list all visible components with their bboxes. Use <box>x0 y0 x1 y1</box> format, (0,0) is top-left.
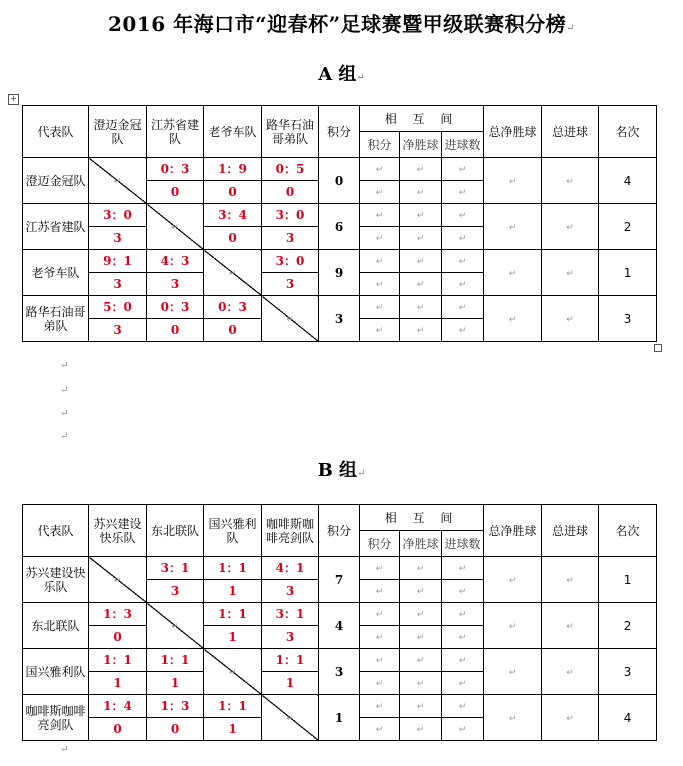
team-name: 苏兴建设快乐队 <box>23 557 89 603</box>
mutual-cell <box>360 603 400 626</box>
total-goals-cell <box>542 296 599 342</box>
cell-mark: ↵ <box>416 165 425 175</box>
cell-mark: ↵ <box>566 713 574 724</box>
team-rank: 4 <box>599 695 657 741</box>
match-points: 3 <box>262 626 319 649</box>
header-total-goals: 总进球 <box>542 106 599 158</box>
cell-mark: ↵ <box>375 587 384 597</box>
mutual-cell <box>400 626 442 649</box>
mutual-cell <box>360 227 400 250</box>
cell-mark: ↵ <box>458 702 467 712</box>
cell-mark: ↵ <box>375 633 384 643</box>
match-points: 3 <box>89 273 147 296</box>
mutual-cell <box>360 672 400 695</box>
mutual-cell <box>442 158 484 181</box>
cell-mark: ↵ <box>375 725 384 735</box>
cell-mark: ↵ <box>458 188 467 198</box>
cell-mark: ↵ <box>375 610 384 620</box>
mutual-cell <box>442 649 484 672</box>
match-points: 0 <box>147 319 204 342</box>
mutual-cell <box>442 227 484 250</box>
match-score: 3：1 <box>262 603 319 626</box>
match-score: 1：3 <box>147 695 204 718</box>
net-goals-cell <box>484 158 542 204</box>
mutual-cell <box>360 718 400 741</box>
cell-mark: ↵ <box>458 725 467 735</box>
team-rank: 2 <box>599 204 657 250</box>
net-goals-cell <box>484 649 542 695</box>
mutual-cell <box>360 181 400 204</box>
header-opponent: 东北联队 <box>147 505 204 557</box>
table-row <box>23 557 657 580</box>
match-score: 3：0 <box>262 204 319 227</box>
mutual-cell <box>400 204 442 227</box>
header-mutual-net: 净胜球 <box>400 132 442 158</box>
match-score: 1：9 <box>204 158 262 181</box>
team-name: 国兴雅利队 <box>23 649 89 695</box>
group-a-title: A 组↵ <box>318 64 365 85</box>
header-net-goals: 总净胜球 <box>484 106 542 158</box>
cell-mark: ↵ <box>458 165 467 175</box>
header-points: 积分 <box>319 505 360 557</box>
mutual-cell <box>442 580 484 603</box>
header-opponent: 老爷车队 <box>204 106 262 158</box>
match-points: 0 <box>262 181 319 204</box>
match-score: 1：1 <box>147 649 204 672</box>
header-opponent: 路华石油哥弟队 <box>262 106 319 158</box>
header-mutual-points: 积分 <box>360 132 400 158</box>
team-points: 7 <box>319 557 360 603</box>
total-goals-cell <box>542 603 599 649</box>
match-points: 3 <box>262 273 319 296</box>
cell-mark: ↵ <box>566 575 574 586</box>
mutual-cell <box>442 695 484 718</box>
match-points: 1 <box>262 672 319 695</box>
mutual-cell <box>442 181 484 204</box>
header-opponent: 江苏省建队 <box>147 106 204 158</box>
mutual-cell <box>400 672 442 695</box>
match-score: 5：0 <box>89 296 147 319</box>
cell-mark: ↵ <box>566 176 574 187</box>
cell-mark: ↵ <box>566 268 574 279</box>
cell-mark: ↵ <box>171 222 179 233</box>
table-row <box>23 204 657 227</box>
table-row <box>23 649 657 672</box>
diagonal-cell <box>147 603 204 649</box>
mutual-cell <box>400 718 442 741</box>
diagonal-cell <box>89 158 147 204</box>
cell-mark: ↵ <box>566 314 574 325</box>
team-points: 3 <box>319 296 360 342</box>
mutual-cell <box>442 204 484 227</box>
total-goals-cell <box>542 557 599 603</box>
cell-mark: ↵ <box>375 234 384 244</box>
team-name: 东北联队 <box>23 603 89 649</box>
match-score: 9：1 <box>89 250 147 273</box>
mutual-cell <box>360 580 400 603</box>
team-name: 澄迈金冠队 <box>23 158 89 204</box>
team-name: 江苏省建队 <box>23 204 89 250</box>
team-name: 咖啡斯咖啡亮剑队 <box>23 695 89 741</box>
team-rank: 1 <box>599 250 657 296</box>
header-mutual: 相 互 间 <box>360 505 484 531</box>
cell-mark: ↵ <box>416 633 425 643</box>
cell-mark: ↵ <box>416 587 425 597</box>
mutual-cell <box>360 557 400 580</box>
mutual-cell <box>360 296 400 319</box>
header-mutual: 相 互 间 <box>360 106 484 132</box>
header-rank: 名次 <box>599 505 657 557</box>
match-score: 1：1 <box>89 649 147 672</box>
team-points: 9 <box>319 250 360 296</box>
cell-mark: ↵ <box>375 702 384 712</box>
cell-mark: ↵ <box>375 564 384 574</box>
team-rank: 3 <box>599 296 657 342</box>
header-opponent: 国兴雅利队 <box>204 505 262 557</box>
total-goals-cell <box>542 204 599 250</box>
cell-mark: ↵ <box>458 610 467 620</box>
match-points: 3 <box>262 227 319 250</box>
match-score: 0：3 <box>204 296 262 319</box>
cell-mark: ↵ <box>458 679 467 689</box>
mutual-cell <box>360 319 400 342</box>
cell-mark: ↵ <box>458 326 467 336</box>
match-score: 1：3 <box>89 603 147 626</box>
net-goals-cell <box>484 250 542 296</box>
mutual-cell <box>400 580 442 603</box>
diagonal-cell <box>147 204 204 250</box>
cell-mark: ↵ <box>375 257 384 267</box>
cell-mark: ↵ <box>508 667 517 678</box>
cell-mark: ↵ <box>566 667 574 678</box>
match-points: 1 <box>147 672 204 695</box>
cell-mark: ↵ <box>508 314 517 325</box>
cell-mark: ↵ <box>113 575 122 586</box>
net-goals-cell <box>484 204 542 250</box>
cell-mark: ↵ <box>416 679 425 689</box>
total-goals-cell <box>542 250 599 296</box>
mutual-cell <box>360 204 400 227</box>
mutual-cell <box>442 319 484 342</box>
mutual-cell <box>360 649 400 672</box>
team-name: 老爷车队 <box>23 250 89 296</box>
header-net-goals: 总净胜球 <box>484 505 542 557</box>
mutual-cell <box>400 603 442 626</box>
match-score: 1：1 <box>204 557 262 580</box>
match-points: 0 <box>204 181 262 204</box>
cell-mark: ↵ <box>375 188 384 198</box>
cell-mark: ↵ <box>375 679 384 689</box>
mutual-cell <box>442 273 484 296</box>
mutual-cell <box>442 626 484 649</box>
table-row <box>23 250 657 273</box>
cell-mark: ↵ <box>286 713 294 724</box>
diagonal-cell <box>262 296 319 342</box>
mutual-cell <box>400 296 442 319</box>
cell-mark: ↵ <box>228 667 237 678</box>
cell-mark: ↵ <box>458 656 467 666</box>
net-goals-cell <box>484 603 542 649</box>
mutual-cell <box>400 158 442 181</box>
empty-paragraph-mark: ↵ <box>60 744 69 755</box>
header-opponent: 澄迈金冠队 <box>89 106 147 158</box>
match-points: 3 <box>89 227 147 250</box>
group-b-table <box>22 504 657 741</box>
empty-paragraph-mark: ↵ <box>60 431 69 442</box>
cell-mark: ↵ <box>416 280 425 290</box>
cell-mark: ↵ <box>416 610 425 620</box>
mutual-cell <box>442 718 484 741</box>
cell-mark: ↵ <box>508 176 517 187</box>
mutual-cell <box>400 227 442 250</box>
cell-mark: ↵ <box>416 303 425 313</box>
empty-paragraph-mark: ↵ <box>60 408 69 419</box>
mutual-cell <box>442 603 484 626</box>
team-rank: 1 <box>599 557 657 603</box>
match-points: 1 <box>204 580 262 603</box>
header-mutual-goals: 进球数 <box>442 132 484 158</box>
cell-mark: ↵ <box>416 234 425 244</box>
diagonal-cell <box>89 557 147 603</box>
group-a-table <box>22 105 657 342</box>
mutual-cell <box>400 273 442 296</box>
cell-mark: ↵ <box>375 656 384 666</box>
cell-mark: ↵ <box>458 564 467 574</box>
mutual-cell <box>400 181 442 204</box>
diagonal-cell <box>204 250 262 296</box>
total-goals-cell <box>542 649 599 695</box>
match-points: 3 <box>147 580 204 603</box>
cell-mark: ↵ <box>458 211 467 221</box>
cell-mark: ↵ <box>508 713 517 724</box>
match-points: 3 <box>262 580 319 603</box>
cell-mark: ↵ <box>416 725 425 735</box>
mutual-cell <box>360 626 400 649</box>
cell-mark: ↵ <box>458 257 467 267</box>
cell-mark: ↵ <box>171 621 179 632</box>
table-row <box>23 296 657 319</box>
match-score: 3：4 <box>204 204 262 227</box>
table-move-handle-icon[interactable]: + <box>8 94 19 105</box>
table-row <box>23 603 657 626</box>
header-opponent: 苏兴建设快乐队 <box>89 505 147 557</box>
header-mutual-net: 净胜球 <box>400 531 442 557</box>
match-score: 1：1 <box>262 649 319 672</box>
match-points: 1 <box>89 672 147 695</box>
cell-mark: ↵ <box>375 211 384 221</box>
match-score: 4：3 <box>147 250 204 273</box>
group-b-title: B 组↵ <box>317 460 366 481</box>
cell-mark: ↵ <box>458 587 467 597</box>
cell-mark: ↵ <box>375 303 384 313</box>
cell-mark: ↵ <box>416 257 425 267</box>
cell-mark: ↵ <box>458 280 467 290</box>
match-points: 0 <box>204 227 262 250</box>
header-points: 积分 <box>319 106 360 158</box>
match-score: 3：0 <box>89 204 147 227</box>
cell-mark: ↵ <box>458 303 467 313</box>
empty-paragraph-mark: ↵ <box>60 385 69 396</box>
mutual-cell <box>442 296 484 319</box>
match-score: 1：4 <box>89 695 147 718</box>
cell-mark: ↵ <box>508 222 517 233</box>
net-goals-cell <box>484 557 542 603</box>
header-row <box>23 106 657 132</box>
table-resize-handle-icon[interactable] <box>654 344 662 352</box>
page-title: 2016 年海口市“迎春杯”足球赛暨甲级联赛积分榜↵ <box>107 12 576 36</box>
team-points: 4 <box>319 603 360 649</box>
mutual-cell <box>360 695 400 718</box>
mutual-cell <box>400 319 442 342</box>
diagonal-cell <box>204 649 262 695</box>
header-team: 代表队 <box>23 505 89 557</box>
header-mutual-goals: 进球数 <box>442 531 484 557</box>
cell-mark: ↵ <box>508 268 517 279</box>
mutual-cell <box>442 672 484 695</box>
mutual-cell <box>442 250 484 273</box>
team-points: 3 <box>319 649 360 695</box>
mutual-cell <box>360 273 400 296</box>
cell-mark: ↵ <box>416 656 425 666</box>
cell-mark: ↵ <box>375 280 384 290</box>
cell-mark: ↵ <box>416 188 425 198</box>
cell-mark: ↵ <box>286 314 294 325</box>
header-rank: 名次 <box>599 106 657 158</box>
header-mutual-points: 积分 <box>360 531 400 557</box>
cell-mark: ↵ <box>228 268 237 279</box>
match-points: 0 <box>204 319 262 342</box>
mutual-cell <box>442 557 484 580</box>
match-score: 0：5 <box>262 158 319 181</box>
cell-mark: ↵ <box>458 633 467 643</box>
team-points: 6 <box>319 204 360 250</box>
cell-mark: ↵ <box>416 211 425 221</box>
cell-mark: ↵ <box>375 326 384 336</box>
cell-mark: ↵ <box>416 564 425 574</box>
match-score: 4：1 <box>262 557 319 580</box>
mutual-cell <box>400 557 442 580</box>
match-points: 3 <box>89 319 147 342</box>
empty-paragraph-mark: ↵ <box>60 360 69 371</box>
cell-mark: ↵ <box>375 165 384 175</box>
team-rank: 3 <box>599 649 657 695</box>
match-points: 3 <box>147 273 204 296</box>
cell-mark: ↵ <box>508 575 517 586</box>
match-points: 0 <box>89 718 147 741</box>
header-row <box>23 505 657 531</box>
diagonal-cell <box>262 695 319 741</box>
header-opponent: 咖啡斯咖啡亮剑队 <box>262 505 319 557</box>
team-name: 路华石油哥弟队 <box>23 296 89 342</box>
total-goals-cell <box>542 695 599 741</box>
mutual-cell <box>360 250 400 273</box>
total-goals-cell <box>542 158 599 204</box>
cell-mark: ↵ <box>458 234 467 244</box>
mutual-cell <box>360 158 400 181</box>
match-points: 0 <box>147 181 204 204</box>
table-row <box>23 695 657 718</box>
mutual-cell <box>400 695 442 718</box>
team-rank: 4 <box>599 158 657 204</box>
team-points: 0 <box>319 158 360 204</box>
match-points: 0 <box>147 718 204 741</box>
cell-mark: ↵ <box>416 702 425 712</box>
match-score: 1：1 <box>204 695 262 718</box>
match-score: 0：3 <box>147 296 204 319</box>
net-goals-cell <box>484 296 542 342</box>
cell-mark: ↵ <box>416 326 425 336</box>
cell-mark: ↵ <box>508 621 517 632</box>
team-rank: 2 <box>599 603 657 649</box>
cell-mark: ↵ <box>566 222 574 233</box>
mutual-cell <box>400 250 442 273</box>
net-goals-cell <box>484 695 542 741</box>
match-points: 1 <box>204 626 262 649</box>
team-points: 1 <box>319 695 360 741</box>
header-total-goals: 总进球 <box>542 505 599 557</box>
match-points: 0 <box>89 626 147 649</box>
match-score: 3：0 <box>262 250 319 273</box>
cell-mark: ↵ <box>566 621 574 632</box>
table-row <box>23 158 657 181</box>
header-team: 代表队 <box>23 106 89 158</box>
match-score: 3：1 <box>147 557 204 580</box>
match-score: 0：3 <box>147 158 204 181</box>
match-score: 1：1 <box>204 603 262 626</box>
match-points: 1 <box>204 718 262 741</box>
mutual-cell <box>400 649 442 672</box>
cell-mark: ↵ <box>113 176 122 187</box>
